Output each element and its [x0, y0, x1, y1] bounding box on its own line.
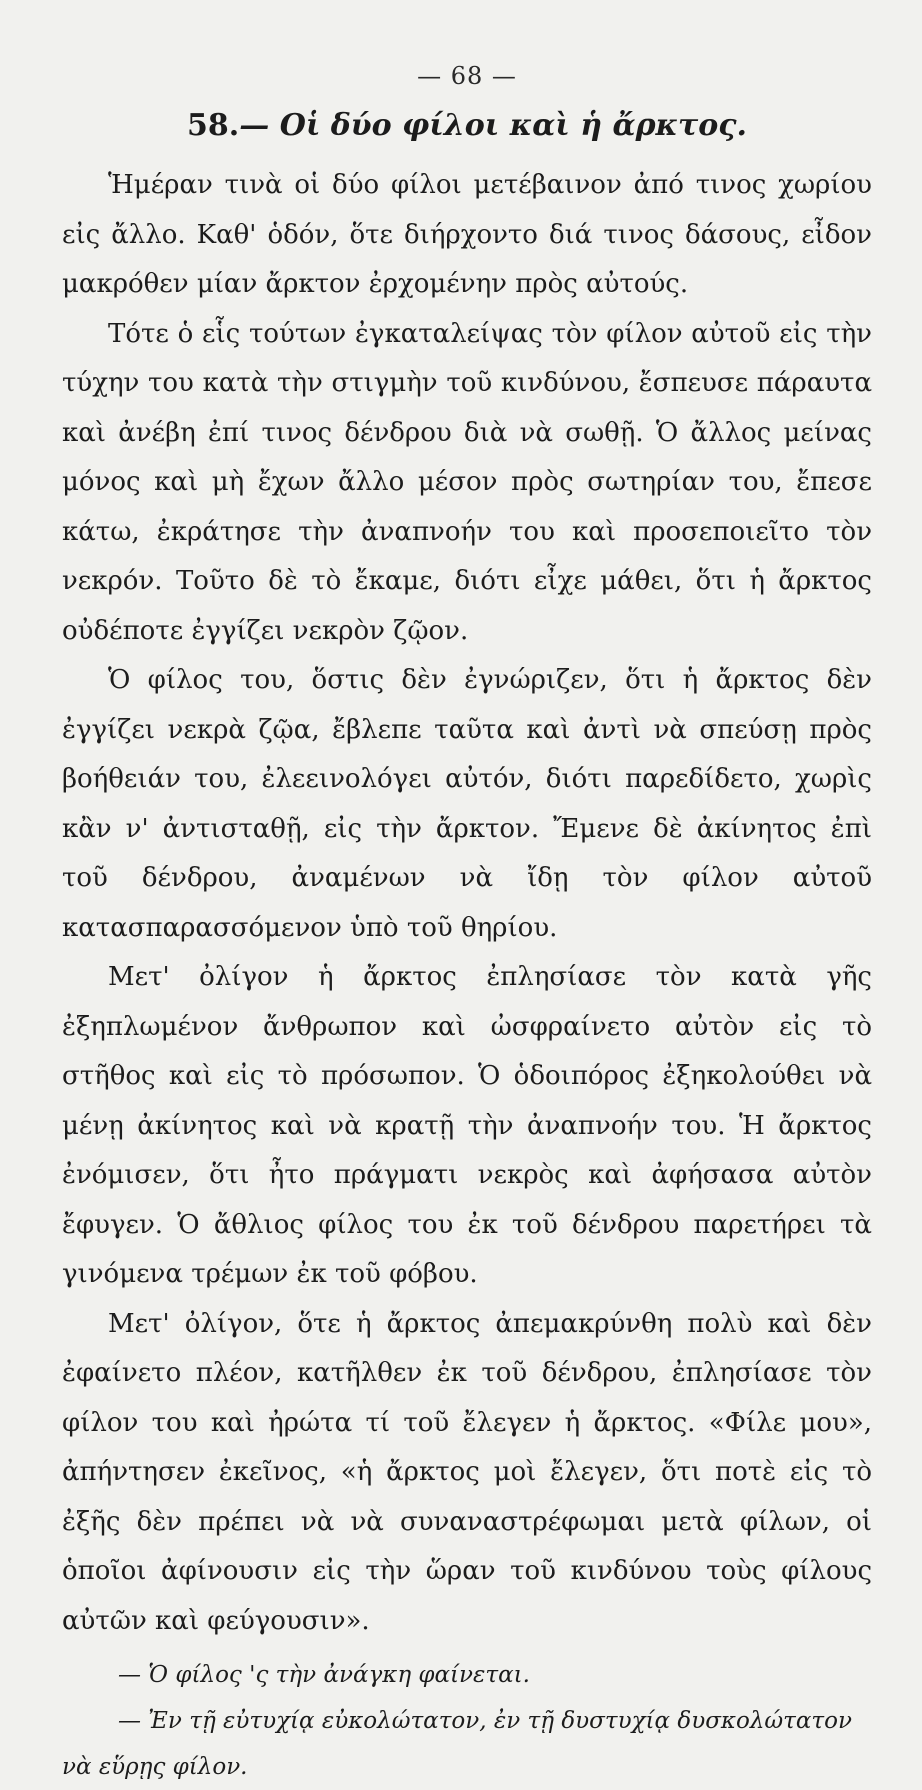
paragraph-1: Ἡμέραν τινὰ οἱ δύο φίλοι μετέβαινον ἀπό τινος χωρίου εἰς ἄλλο. Καθ' ὁδόν, ὅτε διήρχοντο διά τινος δάσους, εἶδον μακρόθεν μίαν ἄρκτον ἐρχομένην πρὸς αὐτούς.	[62, 170, 872, 299]
page-number: — 68 —	[417, 62, 517, 90]
paragraph-5: Μετ' ὀλίγον, ὅτε ἡ ἄρκτος ἀπεμακρύνθη πολὺ καὶ δὲν ἐφαίνετο πλέον, κατῆλθεν ἐκ τοῦ δένδρου, ἐπλησίασε τὸν φίλον του καὶ ἠρώτα τί τοῦ ἔλεγεν ἡ ἄρκτος. «Φίλε μου», ἀπήντησεν ἐκεῖνος, «ἡ ἄρκτος μοὶ ἔλεγεν, ὅτι ποτὲ εἰς τὸ ἐξῆς δὲν πρέπει νὰ νὰ συναναστρέφωμαι μετὰ φίλων, οἱ ὁποῖοι ἀφίνουσιν εἰς τὴν ὥραν τοῦ κινδύνου τοὺς φίλους αὐτῶν καὶ φεύγουσιν».	[62, 1308, 872, 1636]
story-number: 58.	[187, 108, 240, 143]
story-heading	[62, 108, 872, 143]
proverb-1: — Ὁ φίλος 'ς τὴν ἀνάγκη φαίνεται.	[118, 1662, 530, 1688]
proverb-2: — Ἐν τῇ εὐτυχίᾳ εὐκολώτατον, ἐν τῇ δυστυχίᾳ δυσκολώτατον νὰ εὕρῃς φίλον.	[62, 1708, 852, 1780]
paragraph-2: Τότε ὁ εἷς τούτων ἐγκαταλείψας τὸν φίλον αὐτοῦ εἰς τὴν τύχην του κατὰ τὴν στιγμὴν τοῦ κινδύνου, ἔσπευσε πάραυτα καὶ ἀνέβη ἐπί τινος δένδρου διὰ νὰ σωθῇ. Ὁ ἄλλος μείνας μόνος καὶ μὴ ἔχων ἄλλο μέσον πρὸς σωτηρίαν του, ἔπεσε κάτω, ἐκράτησε τὴν ἀναπνοήν του καὶ προσεποιεῖτο τὸν νεκρόν. Τοῦτο δὲ τὸ ἔκαμε, διότι εἶχε μάθει, ὅτι ἡ ἄρκτος οὐδέποτε ἐγγίζει νεκρὸν ζῷον.	[62, 318, 872, 646]
paragraph-3: Ὁ φίλος του, ὅστις δὲν ἐγνώριζεν, ὅτι ἡ ἄρκτος δὲν ἐγγίζει νεκρὰ ζῷα, ἔβλεπε ταῦτα καὶ ἀντὶ νὰ σπεύσῃ πρὸς βοήθειάν του, ἐλεεινολόγει αὐτόν, διότι παρεδίδετο, χωρὶς κἂν ν' ἀντισταθῇ, εἰς τὴν ἄρκτον. Ἔμενε δὲ ἀκίνητος ἐπὶ τοῦ δένδρου, ἀναμένων νὰ ἴδῃ τὸν φίλον αὐτοῦ κατασπαρασσόμενον ὑπὸ τοῦ θηρίου.	[62, 665, 872, 943]
story-title: — Οἱ δύο φίλοι καὶ ἡ ἄρκτος.	[239, 108, 747, 143]
paragraph-4: Μετ' ὀλίγον ἡ ἄρκτος ἐπλησίασε τὸν κατὰ γῆς ἐξηπλωμένον ἄνθρωπον καὶ ὠσφραίνετο αὐτὸν εἰς τὸ στῆθος καὶ εἰς τὸ πρόσωπον. Ὁ ὁδοιπόρος ἐξηκολούθει νὰ μένῃ ἀκίνητος καὶ νὰ κρατῇ τὴν ἀναπνοήν του. Ἡ ἄρκτος ἐνόμισεν, ὅτι ἦτο πράγματι νεκρὸς καὶ ἀφήσασα αὐτὸν ἔφυγεν. Ὁ ἄθλιος φίλος του ἐκ τοῦ δένδρου παρετήρει τὰ γινόμενα τρέμων ἐκ τοῦ φόβου.	[62, 962, 872, 1289]
